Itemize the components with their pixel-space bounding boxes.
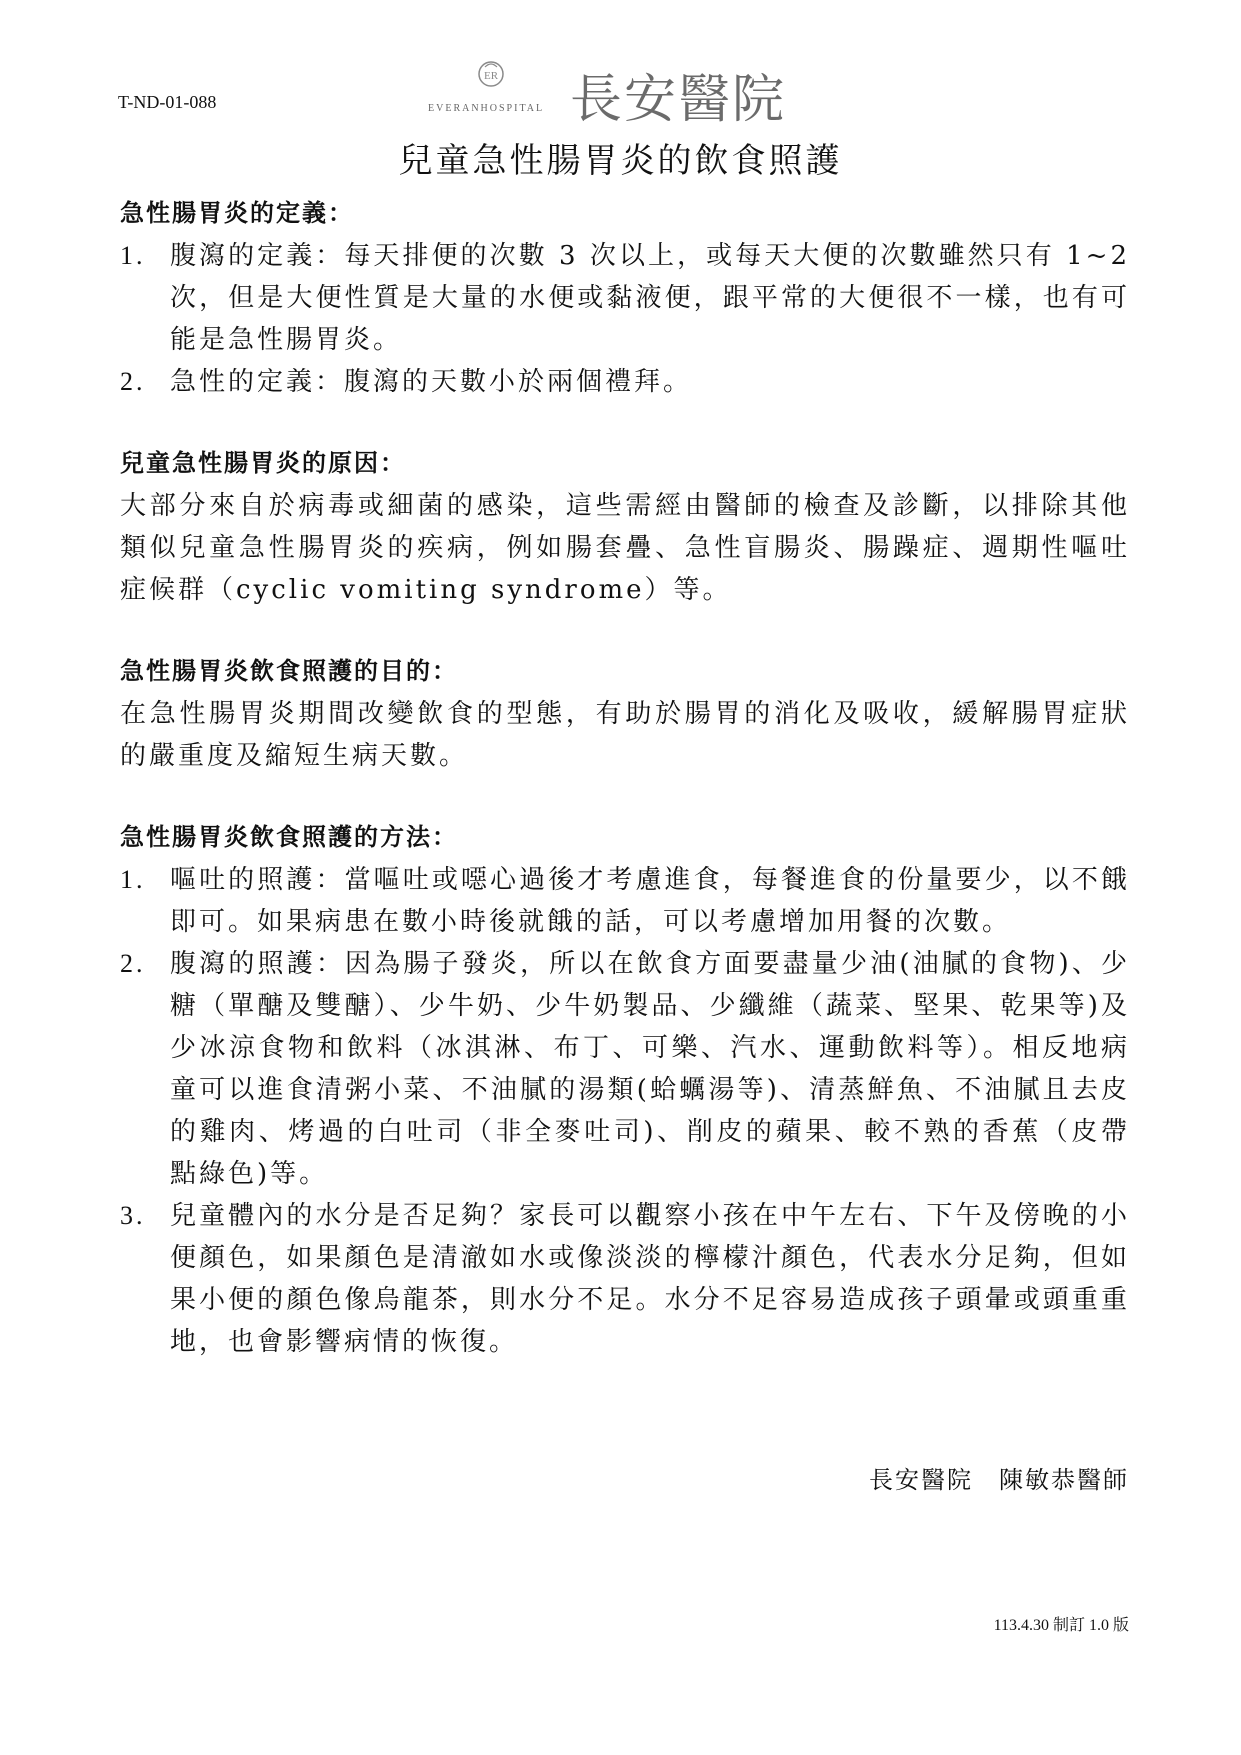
document-code: T-ND-01-088 (118, 92, 217, 112)
revision-note: 113.4.30 制訂 1.0 版 (993, 1617, 1129, 1634)
hospital-logo (428, 55, 828, 130)
logo-chinese-name: 長安醫院 (570, 70, 787, 130)
list-item (120, 859, 1130, 943)
list-text: 嘔吐的照護：當嘔吐或噁心過後才考慮進食，每餐進食的份量要少，以不餓即可。如果病患在數小時後就餓的話，可以考慮增加用餐的次數。 (170, 865, 1130, 937)
method-list (120, 859, 1130, 1363)
purpose-paragraph: 在急性腸胃炎期間改變飲食的型態，有助於腸胃的消化及吸收，緩解腸胃症狀的嚴重度及縮短生病天數。 (120, 699, 1130, 771)
list-item (120, 235, 1130, 361)
list-item (120, 361, 1130, 403)
section-heading: 急性腸胃炎的定義： (120, 198, 354, 227)
section-heading: 兒童急性腸胃炎的原因： (120, 448, 406, 477)
author-signature: 長安醫院 陳敏恭醫師 (869, 1466, 1129, 1494)
list-number: 2. (120, 367, 146, 396)
list-number: 1. (120, 865, 146, 894)
section-definition (120, 195, 1130, 403)
svg-text:ER: ER (483, 70, 499, 82)
section-cause (120, 445, 1130, 611)
section-heading: 急性腸胃炎飲食照護的目的： (120, 656, 458, 685)
section-heading: 急性腸胃炎飲食照護的方法： (120, 822, 458, 851)
list-number: 1. (120, 241, 146, 270)
list-item (120, 943, 1130, 1195)
list-number: 2. (120, 949, 146, 978)
hospital-emblem-icon (476, 59, 506, 89)
list-text: 腹瀉的定義：每天排便的次數 3 次以上，或每天大便的次數雖然只有 1~2 次，但是大便性質是大量的水便或黏液便，跟平常的大便很不一樣，也有可能是急性腸胃炎。 (170, 241, 1130, 355)
list-number: 3. (120, 1201, 146, 1230)
list-text: 急性的定義：腹瀉的天數小於兩個禮拜。 (170, 367, 693, 397)
logo-english-name: EVERANHOSPITAL (428, 103, 545, 114)
section-purpose (120, 653, 1130, 777)
page-title: 兒童急性腸胃炎的飲食照護 (398, 141, 843, 181)
definition-list (120, 235, 1130, 403)
cause-paragraph: 大部分來自於病毒或細菌的感染，這些需經由醫師的檢查及診斷，以排除其他類似兒童急性腸胃炎的疾病，例如腸套疊、急性盲腸炎、腸躁症、週期性嘔吐症候群（cyclic vomiting syndrome）等。 (120, 491, 1130, 605)
section-method (120, 819, 1130, 1363)
list-text: 兒童體內的水分是否足夠？家長可以觀察小孩在中午左右、下午及傍晚的小便顏色，如果顏色是清澈如水或像淡淡的檸檬汁顏色，代表水分足夠，但如果小便的顏色像烏龍茶，則水分不足。水分不足容易造成孩子頭暈或頭重重地，也會影響病情的恢復。 (170, 1201, 1130, 1357)
list-item (120, 1195, 1130, 1363)
list-text: 腹瀉的照護：因為腸子發炎，所以在飲食方面要盡量少油(油膩的食物)、少糖（單醣及雙醣）、少牛奶、少牛奶製品、少纖維（蔬菜、堅果、乾果等)及少冰涼食物和飲料（冰淇淋、布丁、可樂、汽水、運動飲料等）。相反地病童可以進食清粥小菜、不油膩的湯類(蛤蠣湯等)、清蒸鮮魚、不油膩且去皮的雞肉、烤過的白吐司（非全麥吐司)、削皮的蘋果、較不熟的香蕉（皮帶點綠色)等。 (170, 949, 1130, 1189)
document-body (120, 195, 1130, 1363)
